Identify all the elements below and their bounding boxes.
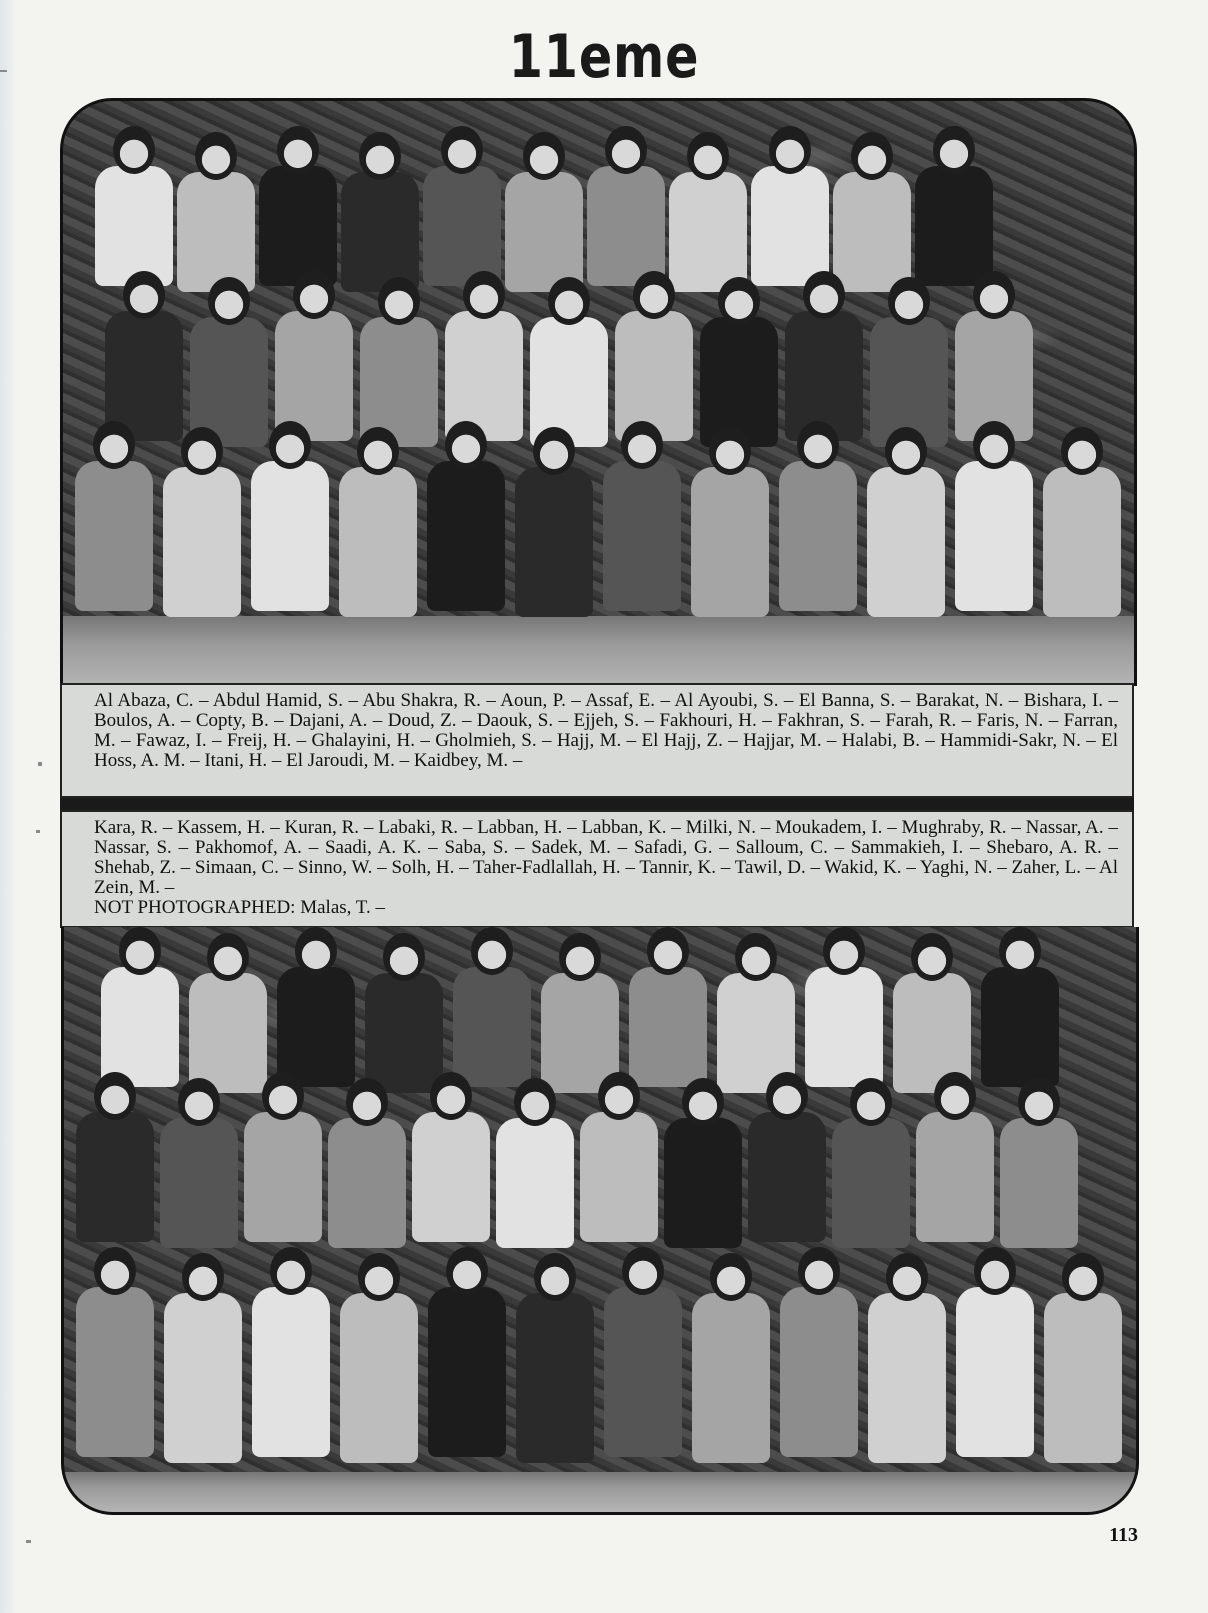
- child-head: [178, 1078, 220, 1126]
- child-body: [423, 166, 501, 286]
- child-head: [533, 427, 575, 475]
- child-body: [748, 1112, 826, 1242]
- child-head: [182, 1253, 224, 1301]
- child-head: [718, 277, 760, 325]
- child-body: [1000, 1118, 1078, 1248]
- child-head: [803, 271, 845, 319]
- child-body: [805, 967, 883, 1087]
- child-body: [700, 317, 778, 447]
- child-body: [163, 467, 241, 617]
- class-photo-top: [60, 98, 1137, 686]
- child-head: [445, 421, 487, 469]
- child-body: [339, 467, 417, 617]
- child-head: [1062, 1253, 1104, 1301]
- child-head: [534, 1253, 576, 1301]
- child-body: [251, 461, 329, 611]
- child-head: [471, 927, 513, 975]
- class-photo-bottom: [61, 927, 1139, 1515]
- page-mark: [38, 762, 42, 766]
- child-body: [515, 467, 593, 617]
- not-photographed-names: Malas, T. –: [295, 897, 386, 918]
- child-head: [94, 1072, 136, 1120]
- child-body: [915, 166, 993, 286]
- child-head: [293, 271, 335, 319]
- child-body: [692, 1293, 770, 1463]
- child-head: [269, 421, 311, 469]
- child-body: [615, 311, 693, 441]
- child-head: [277, 126, 319, 174]
- child-head: [93, 421, 135, 469]
- child-body: [341, 172, 419, 292]
- child-body: [669, 172, 747, 292]
- child-body: [981, 967, 1059, 1087]
- child-body: [427, 461, 505, 611]
- child-head: [1018, 1078, 1060, 1126]
- child-head: [262, 1072, 304, 1120]
- child-body: [496, 1118, 574, 1248]
- child-head: [357, 427, 399, 475]
- child-head: [850, 1078, 892, 1126]
- child-head: [974, 1247, 1016, 1295]
- child-head: [709, 427, 751, 475]
- child-head: [441, 126, 483, 174]
- child-body: [603, 461, 681, 611]
- photo-children-group: [63, 101, 1134, 686]
- child-head: [682, 1078, 724, 1126]
- child-body: [252, 1287, 330, 1457]
- child-body: [453, 967, 531, 1087]
- child-body: [833, 172, 911, 292]
- child-body: [505, 172, 583, 292]
- child-body: [916, 1112, 994, 1242]
- child-body: [244, 1112, 322, 1242]
- child-head: [888, 277, 930, 325]
- child-body: [867, 467, 945, 617]
- child-head: [181, 427, 223, 475]
- child-head: [886, 1253, 928, 1301]
- child-body: [160, 1118, 238, 1248]
- child-body: [76, 1287, 154, 1457]
- child-head: [798, 1247, 840, 1295]
- page-mark: [36, 830, 40, 833]
- child-head: [973, 421, 1015, 469]
- child-head: [933, 126, 975, 174]
- child-head: [123, 271, 165, 319]
- child-head: [446, 1247, 488, 1295]
- child-head: [295, 927, 337, 975]
- child-body: [259, 166, 337, 286]
- child-body: [177, 172, 255, 292]
- child-head: [378, 277, 420, 325]
- child-head: [622, 1247, 664, 1295]
- child-body: [76, 1112, 154, 1242]
- child-body: [751, 166, 829, 286]
- child-body: [580, 1112, 658, 1242]
- child-body: [868, 1293, 946, 1463]
- child-head: [934, 1072, 976, 1120]
- child-body: [189, 973, 267, 1093]
- child-head: [113, 126, 155, 174]
- child-head: [766, 1072, 808, 1120]
- child-head: [514, 1078, 556, 1126]
- child-body: [780, 1287, 858, 1457]
- caption-names-bottom-text: Kara, R. – Kassem, H. – Kuran, R. – Labaki, R. – Labban, H. – Labban, K. – Milki, N. – Moukadem, I. – Mughraby, R. – Nassar, A. – Nassar, S. – Pakhomof, A. – Saadi, A. K. – Saba, S. – Sadek, M. – Safadi, G. – Salloum, C. – Sammakieh, I. – Shebaro, A. R. – Shehab, Z. – Simaan, C. – Sinno, W. – Solh, H. – Taher-Fadlallah, H. – Tannir, K. – Tawil, D. – Wakid, K. – Yaghi, N. – Zaher, L. – Al Zein, M. –: [94, 817, 1118, 898]
- child-body: [516, 1293, 594, 1463]
- child-head: [119, 927, 161, 975]
- child-head: [911, 933, 953, 981]
- child-body: [587, 166, 665, 286]
- child-body: [955, 461, 1033, 611]
- child-head: [559, 933, 601, 981]
- child-body: [445, 311, 523, 441]
- child-body: [691, 467, 769, 617]
- child-head: [769, 126, 811, 174]
- child-body: [75, 461, 153, 611]
- child-head: [999, 927, 1041, 975]
- child-body: [365, 973, 443, 1093]
- child-head: [270, 1247, 312, 1295]
- child-body: [779, 461, 857, 611]
- child-head: [797, 421, 839, 469]
- child-body: [629, 967, 707, 1087]
- child-head: [523, 132, 565, 180]
- page-edge: [0, 0, 14, 1613]
- child-head: [735, 933, 777, 981]
- caption-names-top: [60, 683, 1134, 798]
- caption-names-bottom: [60, 810, 1134, 928]
- child-body: [101, 967, 179, 1087]
- page-number: 113: [1109, 1524, 1138, 1546]
- child-body: [1044, 1293, 1122, 1463]
- child-head: [633, 271, 675, 319]
- child-head: [885, 427, 927, 475]
- child-head: [605, 126, 647, 174]
- child-head: [710, 1253, 752, 1301]
- child-body: [95, 166, 173, 286]
- child-head: [851, 132, 893, 180]
- child-head: [358, 1253, 400, 1301]
- child-head: [463, 271, 505, 319]
- child-body: [664, 1118, 742, 1248]
- page-mark: [0, 70, 7, 72]
- child-head: [687, 132, 729, 180]
- child-head: [823, 927, 865, 975]
- child-body: [277, 967, 355, 1087]
- child-head: [207, 933, 249, 981]
- child-body: [530, 317, 608, 447]
- child-body: [328, 1118, 406, 1248]
- caption-names-top-text: Al Abaza, C. – Abdul Hamid, S. – Abu Shakra, R. – Aoun, P. – Assaf, E. – Al Ayoubi, S. – El Banna, S. – Barakat, N. – Bishara, I. – Boulos, A. – Copty, B. – Dajani, A. – Doud, Z. – Daouk, S. – Ejjeh, S. – Fakhouri, H. – Fakhran, S. – Farah, R. – Faris, N. – Farran, M. – Fawaz, I. – Freij, H. – Ghalayini, H. – Gholmieh, S. – Hajj, M. – El Hajj, Z. – Hajjar, M. – Halabi, B. – Hammidi-Sakr, N. – El Hoss, A. M. – Itani, H. – El Jaroudi, M. – Kaidbey, M. –: [94, 690, 1118, 771]
- page-mark: [26, 1540, 31, 1543]
- caption-divider: [60, 798, 1134, 810]
- child-head: [94, 1247, 136, 1295]
- child-head: [195, 132, 237, 180]
- child-head: [598, 1072, 640, 1120]
- child-body: [1043, 467, 1121, 617]
- child-head: [647, 927, 689, 975]
- child-head: [208, 277, 250, 325]
- child-head: [359, 132, 401, 180]
- child-head: [430, 1072, 472, 1120]
- child-body: [412, 1112, 490, 1242]
- not-photographed-label: NOT PHOTOGRAPHED:: [94, 897, 296, 918]
- child-body: [832, 1118, 910, 1248]
- child-body: [956, 1287, 1034, 1457]
- child-body: [340, 1293, 418, 1463]
- child-body: [164, 1293, 242, 1463]
- photo-children-group: [64, 927, 1136, 1512]
- child-body: [428, 1287, 506, 1457]
- child-head: [346, 1078, 388, 1126]
- child-head: [621, 421, 663, 469]
- child-head: [1061, 427, 1103, 475]
- child-head: [383, 933, 425, 981]
- page-title: 11eme: [508, 22, 700, 92]
- child-head: [548, 277, 590, 325]
- child-body: [604, 1287, 682, 1457]
- child-head: [973, 271, 1015, 319]
